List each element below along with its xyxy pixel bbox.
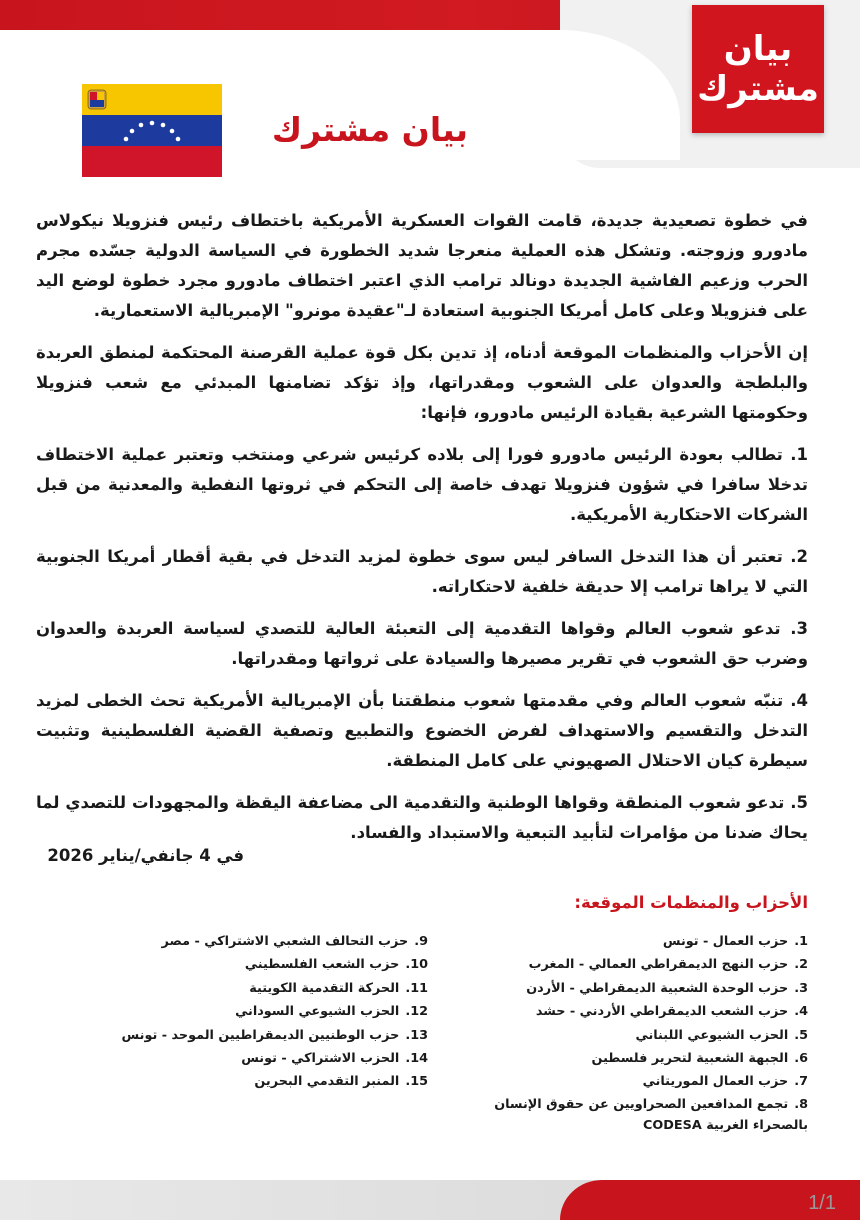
paragraph-point-1: 1. تطالب بعودة الرئيس مادورو فورا إلى بلاده كرئيس شرعي ومنتخب وتعتبر عملية الاختطاف تدخلا سافرا في شؤون فنزويلا تهدف خاصة إلى التحكم في ثروتها النفطية والمعدنية من قبل الشركات الاحتكارية الأمريكية.	[36, 445, 808, 524]
venezuela-flag-icon	[82, 84, 222, 177]
list-item: 15.المنبر التقدمي البحرين	[254, 1074, 428, 1090]
badge-line-1: بيان	[723, 29, 793, 69]
list-item: 13.حزب الوطنيين الديمقراطيين الموحد - تونس	[121, 1027, 428, 1043]
coat-of-arms-icon	[88, 90, 106, 109]
statement-date: في 4 جانفي/يناير 2026	[47, 846, 244, 865]
list-item: 12.الحزب الشيوعي السوداني	[235, 1004, 428, 1020]
paragraph-point-2: 2. تعتبر أن هذا التدخل السافر ليس سوى خطوة لمزيد التدخل في بقية أقطار أمريكا الجنوبية التي لا يراها ترامب إلا حديقة خلفية لاحتكاراته.	[36, 547, 808, 596]
list-item: 2.حزب النهج الديمقراطي العمالي - المغرب	[528, 957, 808, 973]
paragraph-point-4: 4. تنبّه شعوب العالم وفي مقدمتها شعوب منطقتنا بأن الإمبريالية الأمريكية تحث الخطى لمزيد التدخل والتقسيم والاستهداف لفرض الخضوع والتطبيع وتصفية القضية الفلسطينية وتثبيت سيطرة كيان الاحتلال الصهيوني على كامل المنطقة.	[36, 691, 808, 770]
paragraph-point-5: 5. تدعو شعوب المنطقة وقواها الوطنية والتقدمية الى مضاعفة اليقظة والمجهودات للتصدي لما يحاك ضدنا من مؤامرات لتأبيد التبعية والاستبداد والفساد.	[36, 793, 808, 842]
badge-line-2: مشترك	[697, 69, 819, 109]
list-item: 3.حزب الوحدة الشعبية الديمقراطي - الأردن	[526, 980, 808, 996]
list-item: 7.حزب العمال الموريتاني	[642, 1074, 808, 1090]
paragraph-intro: في خطوة تصعيدية جديدة، قامت القوات العسكرية الأمريكية باختطاف رئيس فنزويلا نيكولاس مادورو وزوجته. وتشكل هذه العملية منعرجا شديد الخطورة في السياسة الدولية جسّده مجرم الحرب وزعيم الفاشية الجديدة دونالد ترامب الذي اعتبر اختطاف مادورو مجرد خطوة لوضع اليد على فنزويلا وعلى كامل أمريكا الجنوبية استعادة لـ"عقيدة مونرو" الإمبريالية الاستعمارية.	[36, 211, 808, 320]
page-title: بيان مشترك	[271, 110, 469, 149]
list-item: 4.حزب الشعب الديمقراطي الأردني - حشد	[535, 1004, 808, 1020]
list-item: 5.الحزب الشيوعي اللبناني	[635, 1027, 808, 1043]
signatories-list-left	[48, 930, 428, 1094]
paragraph-declaration: إن الأحزاب والمنظمات الموقعة أدناه، إذ تدين بكل قوة عملية القرصنة المحتكمة لمنطق العربدة والبلطجة والعدوان على الشعوب ومقدراتها، وإذ تؤكد تضامنها المبدئي مع شعب فنزويلا وحكومتها الشرعية بقيادة الرئيس مادورو، فإنها:	[36, 343, 808, 422]
list-item: 14.الحزب الاشتراكي - تونس	[241, 1051, 428, 1067]
paragraph-point-3: 3. تدعو شعوب العالم وقواها التقدمية إلى التعبئة العالية للتصدي لسياسة العربدة والعدوان وضرب حق الشعوب في تقرير مصيرها والسيادة على ثرواتها ومقدراتها.	[36, 619, 808, 668]
list-item: 8.تجمع المدافعين الصحراويين عن حقوق الإنسان بالصحراء الغربية CODESA	[494, 1096, 808, 1133]
list-item: 9.حزب التحالف الشعبي الاشتراكي - مصر	[161, 934, 428, 949]
page-number: 1/1	[808, 1192, 836, 1214]
list-item: 6.الجبهة الشعبية لتحرير فلسطين	[591, 1051, 808, 1067]
signatories-title: الأحزاب والمنظمات الموقعة:	[574, 893, 808, 912]
list-item: 10.حزب الشعب الفلسطيني	[244, 957, 428, 973]
signatories-list-right	[436, 930, 808, 1136]
statement-badge	[692, 5, 824, 133]
list-item: 1.حزب العمال - تونس	[662, 934, 808, 949]
statement-body	[36, 206, 808, 860]
list-item: 11.الحركة التقدمية الكويتية	[249, 980, 428, 996]
